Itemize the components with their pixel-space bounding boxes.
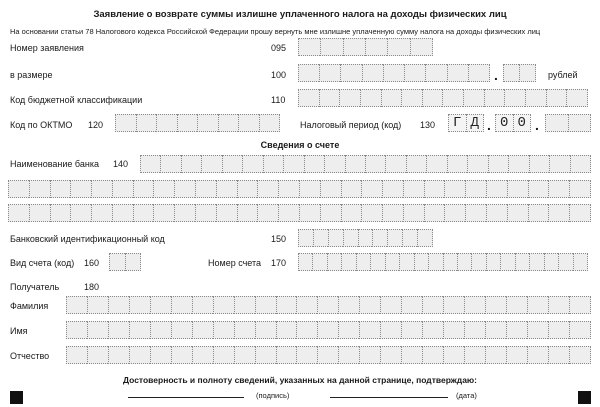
char-cell[interactable]	[515, 253, 529, 271]
char-cell[interactable]	[403, 204, 424, 222]
char-cell[interactable]	[8, 204, 29, 222]
char-cell[interactable]	[50, 180, 71, 198]
application-number-code: 095	[271, 43, 287, 53]
char-cell[interactable]	[471, 253, 485, 271]
char-cell[interactable]	[548, 204, 569, 222]
char-cell[interactable]	[361, 204, 382, 222]
char-cell[interactable]	[443, 296, 464, 314]
account-type-label: Вид счета (код)	[10, 258, 75, 268]
char-cell[interactable]	[259, 114, 281, 132]
tax-period-char: Г	[448, 114, 466, 132]
patronymic-field[interactable]	[66, 346, 591, 364]
char-cell[interactable]	[506, 321, 527, 339]
char-cell[interactable]	[507, 204, 528, 222]
signature-line[interactable]	[128, 397, 244, 398]
char-cell[interactable]	[503, 64, 519, 82]
char-cell[interactable]	[313, 229, 328, 247]
char-cell[interactable]	[174, 180, 195, 198]
char-cell[interactable]	[443, 253, 457, 271]
char-cell[interactable]	[570, 155, 591, 173]
char-cell[interactable]	[549, 155, 569, 173]
char-cell[interactable]	[125, 253, 142, 271]
patronymic-label: Отчество	[10, 351, 50, 361]
char-cell[interactable]	[87, 296, 108, 314]
char-cell[interactable]	[569, 180, 591, 198]
char-cell[interactable]	[341, 204, 362, 222]
char-cell[interactable]	[317, 321, 338, 339]
bik-label: Банковский идентификационный код	[10, 234, 165, 244]
char-cell[interactable]	[317, 296, 338, 314]
char-cell[interactable]	[558, 253, 572, 271]
oktmo-code: 120	[88, 120, 104, 130]
char-cell[interactable]	[276, 321, 297, 339]
tax-period-char: Д	[466, 114, 485, 132]
char-cell[interactable]	[171, 346, 192, 364]
char-cell[interactable]	[383, 64, 404, 82]
char-cell[interactable]	[548, 346, 569, 364]
char-cell[interactable]	[464, 321, 485, 339]
char-cell[interactable]	[484, 89, 505, 107]
char-cell[interactable]	[341, 180, 362, 198]
amount-rubles-field[interactable]	[298, 64, 490, 82]
char-cell[interactable]	[414, 253, 428, 271]
char-cell[interactable]	[174, 204, 195, 222]
char-cell[interactable]	[222, 155, 242, 173]
char-cell[interactable]	[401, 89, 422, 107]
bank-name-field-row-1[interactable]	[140, 155, 591, 173]
char-cell[interactable]	[156, 114, 177, 132]
bank-name-field-row-2[interactable]	[8, 180, 591, 198]
char-cell[interactable]	[569, 346, 591, 364]
char-cell[interactable]	[234, 296, 255, 314]
char-cell[interactable]	[195, 204, 216, 222]
char-cell[interactable]	[87, 321, 108, 339]
bank-name-label: Наименование банка	[10, 159, 99, 169]
account-number-field[interactable]	[298, 253, 588, 271]
char-cell[interactable]	[359, 296, 380, 314]
char-cell[interactable]	[177, 114, 198, 132]
char-cell[interactable]	[255, 321, 276, 339]
char-cell[interactable]	[66, 346, 87, 364]
char-cell[interactable]	[506, 346, 527, 364]
amount-code: 100	[271, 70, 287, 80]
char-cell[interactable]	[399, 253, 413, 271]
char-cell[interactable]	[257, 180, 278, 198]
char-cell[interactable]	[380, 296, 401, 314]
bik-code: 150	[271, 234, 287, 244]
tax-period-code: 130	[420, 120, 436, 130]
char-cell[interactable]	[192, 321, 213, 339]
char-cell[interactable]	[463, 89, 484, 107]
char-cell[interactable]	[527, 346, 548, 364]
char-cell[interactable]	[129, 346, 150, 364]
name-field[interactable]	[66, 321, 591, 339]
char-cell[interactable]	[362, 64, 383, 82]
char-cell[interactable]	[319, 89, 340, 107]
char-cell[interactable]	[443, 346, 464, 364]
char-cell[interactable]	[66, 321, 87, 339]
oktmo-field[interactable]	[115, 114, 280, 132]
char-cell[interactable]	[401, 321, 422, 339]
char-cell[interactable]	[216, 180, 237, 198]
amount-kopecks-field[interactable]	[503, 64, 536, 82]
char-cell[interactable]	[422, 346, 443, 364]
char-cell[interactable]	[278, 204, 299, 222]
char-cell[interactable]	[237, 180, 258, 198]
char-cell[interactable]	[385, 253, 399, 271]
char-cell[interactable]	[359, 321, 380, 339]
char-cell[interactable]	[218, 114, 239, 132]
char-cell[interactable]	[417, 229, 433, 247]
char-cell[interactable]	[276, 296, 297, 314]
char-cell[interactable]	[467, 155, 487, 173]
char-cell[interactable]	[296, 346, 317, 364]
bank-name-field-row-3[interactable]	[8, 204, 591, 222]
char-cell[interactable]	[304, 155, 324, 173]
char-cell[interactable]	[447, 155, 467, 173]
char-cell[interactable]	[150, 296, 171, 314]
char-cell[interactable]	[569, 321, 591, 339]
tax-period-separator: .	[487, 117, 491, 133]
char-cell[interactable]	[153, 204, 174, 222]
char-cell[interactable]	[382, 204, 403, 222]
char-cell[interactable]	[507, 180, 528, 198]
char-cell[interactable]	[548, 296, 569, 314]
char-cell[interactable]	[358, 229, 373, 247]
char-cell[interactable]	[426, 155, 446, 173]
tax-period-number-field[interactable]	[495, 114, 531, 132]
char-cell[interactable]	[213, 296, 234, 314]
amount-label: в размере	[10, 70, 53, 80]
char-cell[interactable]	[160, 155, 180, 173]
account-type-field[interactable]	[109, 253, 141, 271]
char-cell[interactable]	[465, 204, 486, 222]
char-cell[interactable]	[569, 204, 591, 222]
char-cell[interactable]	[428, 253, 442, 271]
char-cell[interactable]	[283, 155, 303, 173]
char-cell[interactable]	[237, 204, 258, 222]
surname-label: Фамилия	[10, 301, 49, 311]
char-cell[interactable]	[112, 180, 133, 198]
char-cell[interactable]	[328, 229, 343, 247]
char-cell[interactable]	[345, 155, 365, 173]
char-cell[interactable]	[136, 114, 157, 132]
char-cell[interactable]	[171, 296, 192, 314]
char-cell[interactable]	[406, 155, 426, 173]
corner-marker-right	[578, 391, 591, 404]
char-cell[interactable]	[464, 346, 485, 364]
date-line[interactable]	[330, 397, 448, 398]
amount-decimal-separator: .	[494, 67, 498, 83]
amount-unit-label: рублей	[548, 70, 578, 80]
char-cell[interactable]	[546, 89, 567, 107]
char-cell[interactable]	[528, 204, 549, 222]
char-cell[interactable]	[404, 64, 425, 82]
char-cell[interactable]	[108, 321, 129, 339]
signature-caption: (подпись)	[256, 391, 290, 400]
char-cell[interactable]	[506, 296, 527, 314]
char-cell[interactable]	[234, 321, 255, 339]
char-cell[interactable]	[385, 155, 405, 173]
kbk-label: Код бюджетной классификации	[10, 95, 143, 105]
char-cell[interactable]	[545, 114, 568, 132]
char-cell[interactable]	[299, 180, 320, 198]
char-cell[interactable]	[486, 204, 507, 222]
char-cell[interactable]	[296, 296, 317, 314]
date-caption: (дата)	[456, 391, 477, 400]
char-cell[interactable]	[153, 180, 174, 198]
char-cell[interactable]	[485, 346, 506, 364]
char-cell[interactable]	[403, 180, 424, 198]
char-cell[interactable]	[324, 155, 344, 173]
char-cell[interactable]	[276, 346, 297, 364]
char-cell[interactable]	[195, 180, 216, 198]
char-cell[interactable]	[424, 180, 445, 198]
char-cell[interactable]	[381, 89, 402, 107]
char-cell[interactable]	[529, 155, 549, 173]
intro-text: На основании статьи 78 Налогового кодекса Российской Федерации прошу вернуть мне излишне уплаченную сумму налога на доходы физических лиц	[10, 27, 541, 36]
char-cell[interactable]	[108, 346, 129, 364]
char-cell[interactable]	[486, 253, 500, 271]
char-cell[interactable]	[519, 64, 536, 82]
char-cell[interactable]	[29, 204, 50, 222]
char-cell[interactable]	[109, 253, 125, 271]
char-cell[interactable]	[485, 296, 506, 314]
char-cell[interactable]	[387, 229, 402, 247]
char-cell[interactable]	[468, 64, 490, 82]
char-cell[interactable]	[573, 253, 588, 271]
char-cell[interactable]	[568, 114, 592, 132]
char-cell[interactable]	[410, 38, 433, 56]
char-cell[interactable]	[181, 155, 201, 173]
surname-field[interactable]	[66, 296, 591, 314]
char-cell[interactable]	[525, 89, 546, 107]
char-cell[interactable]	[457, 253, 471, 271]
char-cell[interactable]	[338, 296, 359, 314]
char-cell[interactable]	[365, 38, 387, 56]
char-cell[interactable]	[108, 296, 129, 314]
char-cell[interactable]	[372, 229, 387, 247]
oktmo-label: Код по ОКТМО	[10, 120, 73, 130]
char-cell[interactable]	[464, 296, 485, 314]
char-cell[interactable]	[150, 346, 171, 364]
char-cell[interactable]	[192, 346, 213, 364]
char-cell[interactable]	[338, 321, 359, 339]
confirmation-text: Достоверность и полноту сведений, указанных на данной странице, подтверждаю:	[122, 375, 478, 385]
char-cell[interactable]	[234, 346, 255, 364]
char-cell[interactable]	[422, 89, 443, 107]
char-cell[interactable]	[447, 64, 468, 82]
char-cell[interactable]	[548, 180, 569, 198]
char-cell[interactable]	[504, 89, 525, 107]
name-label: Имя	[10, 326, 28, 336]
char-cell[interactable]	[380, 346, 401, 364]
char-cell[interactable]	[29, 180, 50, 198]
char-cell[interactable]	[425, 64, 446, 82]
char-cell[interactable]	[298, 38, 320, 56]
char-cell[interactable]	[341, 253, 355, 271]
application-number-field[interactable]	[298, 38, 433, 56]
char-cell[interactable]	[129, 321, 150, 339]
char-cell[interactable]	[442, 89, 463, 107]
char-cell[interactable]	[320, 204, 341, 222]
char-cell[interactable]	[361, 180, 382, 198]
char-cell[interactable]	[422, 296, 443, 314]
char-cell[interactable]	[70, 204, 91, 222]
kbk-field[interactable]	[298, 89, 588, 107]
char-cell[interactable]	[382, 180, 403, 198]
char-cell[interactable]	[298, 64, 319, 82]
char-cell[interactable]	[343, 229, 358, 247]
bik-field[interactable]	[298, 229, 433, 247]
char-cell[interactable]	[401, 346, 422, 364]
char-cell[interactable]	[213, 321, 234, 339]
char-cell[interactable]	[370, 253, 384, 271]
tax-period-type-field[interactable]	[448, 114, 484, 132]
char-cell[interactable]	[340, 64, 361, 82]
char-cell[interactable]	[422, 321, 443, 339]
char-cell[interactable]	[343, 38, 365, 56]
tax-period-year-field[interactable]	[545, 114, 591, 132]
char-cell[interactable]	[255, 346, 276, 364]
char-cell[interactable]	[320, 38, 342, 56]
char-cell[interactable]	[70, 180, 91, 198]
char-cell[interactable]	[566, 89, 588, 107]
char-cell[interactable]	[140, 155, 160, 173]
char-cell[interactable]	[238, 114, 259, 132]
char-cell[interactable]	[112, 204, 133, 222]
char-cell[interactable]	[359, 346, 380, 364]
char-cell[interactable]	[87, 346, 108, 364]
char-cell[interactable]	[465, 180, 486, 198]
char-cell[interactable]	[443, 321, 464, 339]
char-cell[interactable]	[91, 180, 112, 198]
char-cell[interactable]	[488, 155, 508, 173]
char-cell[interactable]	[255, 296, 276, 314]
char-cell[interactable]	[356, 253, 370, 271]
char-cell[interactable]	[242, 155, 262, 173]
char-cell[interactable]	[548, 321, 569, 339]
char-cell[interactable]	[201, 155, 221, 173]
section-title: Сведения о счете	[260, 140, 340, 150]
char-cell[interactable]	[527, 296, 548, 314]
char-cell[interactable]	[257, 204, 278, 222]
char-cell[interactable]	[444, 204, 465, 222]
char-cell[interactable]	[424, 204, 445, 222]
recipient-code: 180	[84, 282, 100, 292]
char-cell[interactable]	[320, 180, 341, 198]
char-cell[interactable]	[298, 229, 313, 247]
char-cell[interactable]	[402, 229, 417, 247]
char-cell[interactable]	[50, 204, 71, 222]
char-cell[interactable]	[8, 180, 29, 198]
recipient-label: Получатель	[10, 282, 60, 292]
char-cell[interactable]	[500, 253, 514, 271]
char-cell[interactable]	[528, 180, 549, 198]
char-cell[interactable]	[312, 253, 326, 271]
char-cell[interactable]	[296, 321, 317, 339]
char-cell[interactable]	[91, 204, 112, 222]
account-number-code: 170	[271, 258, 287, 268]
char-cell[interactable]	[129, 296, 150, 314]
char-cell[interactable]	[569, 296, 591, 314]
char-cell[interactable]	[544, 253, 558, 271]
char-cell[interactable]	[529, 253, 543, 271]
char-cell[interactable]	[133, 204, 154, 222]
bank-name-code: 140	[113, 159, 129, 169]
char-cell[interactable]	[213, 346, 234, 364]
application-number-label: Номер заявления	[10, 43, 84, 53]
account-type-code: 160	[84, 258, 100, 268]
tax-period-label: Налоговый период (код)	[300, 120, 402, 130]
char-cell[interactable]	[485, 321, 506, 339]
char-cell[interactable]	[278, 180, 299, 198]
char-cell[interactable]	[401, 296, 422, 314]
char-cell[interactable]	[263, 155, 283, 173]
char-cell[interactable]	[197, 114, 218, 132]
char-cell[interactable]	[216, 204, 237, 222]
char-cell[interactable]	[508, 155, 528, 173]
tax-period-char: 0	[495, 114, 513, 132]
char-cell[interactable]	[339, 89, 360, 107]
char-cell[interactable]	[298, 89, 319, 107]
char-cell[interactable]	[327, 253, 341, 271]
char-cell[interactable]	[444, 180, 465, 198]
char-cell[interactable]	[66, 296, 87, 314]
corner-marker-left	[10, 391, 23, 404]
char-cell[interactable]	[486, 180, 507, 198]
tax-period-separator: .	[535, 117, 539, 133]
char-cell[interactable]	[298, 253, 312, 271]
char-cell[interactable]	[115, 114, 136, 132]
tax-period-char: 0	[513, 114, 532, 132]
char-cell[interactable]	[380, 321, 401, 339]
char-cell[interactable]	[192, 296, 213, 314]
char-cell[interactable]	[319, 64, 340, 82]
char-cell[interactable]	[365, 155, 385, 173]
kbk-code: 110	[271, 95, 286, 105]
char-cell[interactable]	[338, 346, 359, 364]
char-cell[interactable]	[299, 204, 320, 222]
char-cell[interactable]	[387, 38, 409, 56]
char-cell[interactable]	[133, 180, 154, 198]
account-number-label: Номер счета	[208, 258, 262, 268]
char-cell[interactable]	[360, 89, 381, 107]
char-cell[interactable]	[150, 321, 171, 339]
char-cell[interactable]	[317, 346, 338, 364]
char-cell[interactable]	[171, 321, 192, 339]
form-title: Заявление о возврате суммы излишне уплаченного налога на доходы физических лиц	[93, 9, 507, 20]
char-cell[interactable]	[527, 321, 548, 339]
